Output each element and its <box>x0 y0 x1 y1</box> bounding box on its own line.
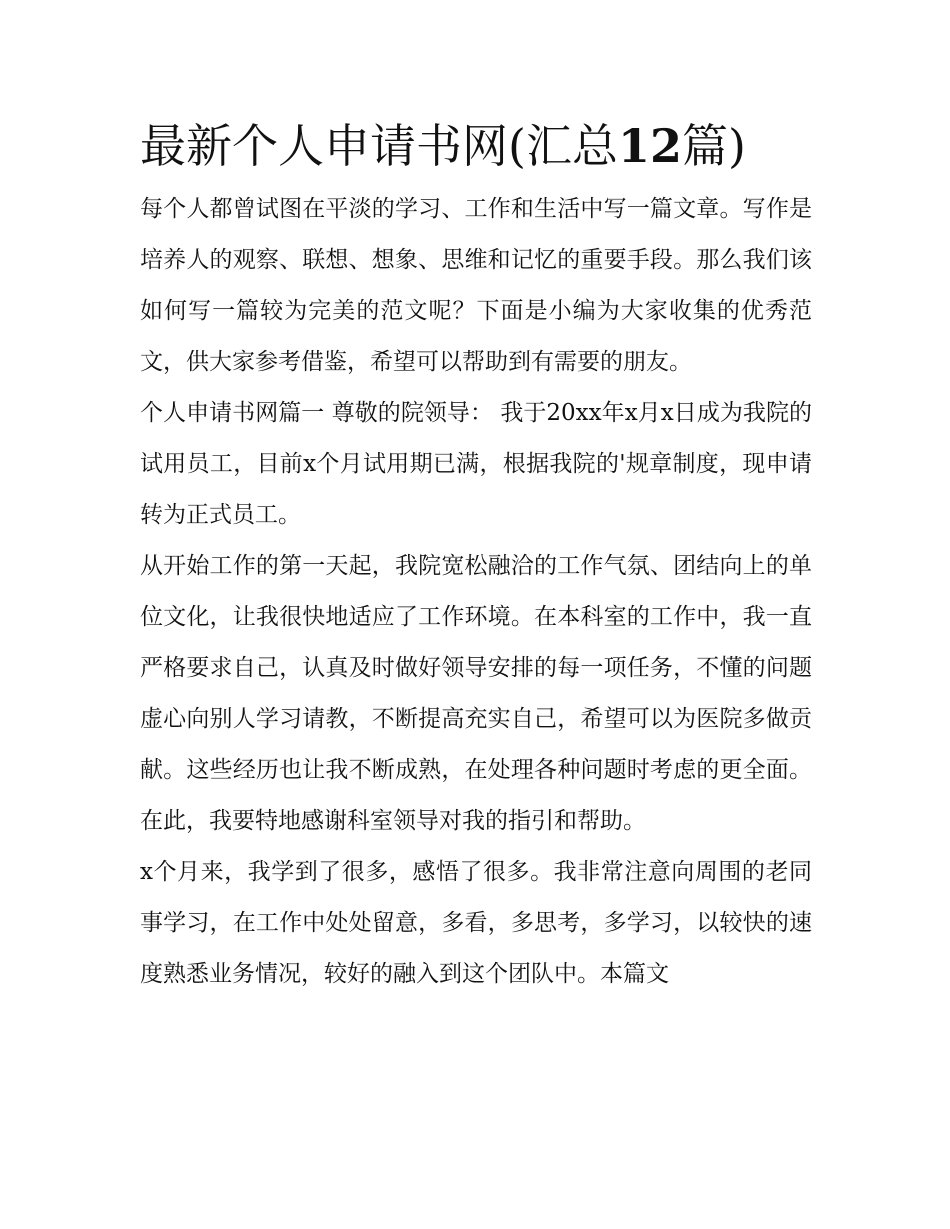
document-page <box>140 114 812 1000</box>
learning-paragraph: x个月来，我学到了很多，感悟了很多。我非常注意向周围的老同事学习，在工作中处处留意，多看，多思考，多学习，以较快的速度熟悉业务情况，较好的融入到这个团队中。本篇文 <box>140 859 812 987</box>
letter-opening-paragraph: 个人申请书网篇一 尊敬的院领导： 我于20xx年x月x日成为我院的试用员工，目前x个月试用期已满，根据我院的'规章制度，现申请转为正式员工。 <box>140 400 812 528</box>
title-count: 12 <box>617 119 682 173</box>
intro-paragraph: 每个人都曾试图在平淡的学习、工作和生活中写一篇文章。写作是培养人的观察、联想、想象、思维和记忆的重要手段。那么我们该如何写一篇较为完美的范文呢？下面是小编为大家收集的优秀范文，供大家参考借鉴，希望可以帮助到有需要的朋友。 <box>140 196 812 375</box>
title-text-end: 篇) <box>681 119 746 173</box>
title-text-start: 最新个人申请书网(汇总 <box>140 119 618 173</box>
work-experience-paragraph: 从开始工作的第一天起，我院宽松融洽的工作气氛、团结向上的单位文化，让我很快地适应了工作环境。在本科室的工作中，我一直严格要求自己，认真及时做好领导安排的每一项任务，不懂的问题虚心向别人学习请教，不断提高充实自己，希望可以为医院多做贡献。这些经历也让我不断成熟，在处理各种问题时考虑的更全面。在此，我要特地感谢科室领导对我的指引和帮助。 <box>140 553 812 834</box>
document-title <box>140 114 812 178</box>
